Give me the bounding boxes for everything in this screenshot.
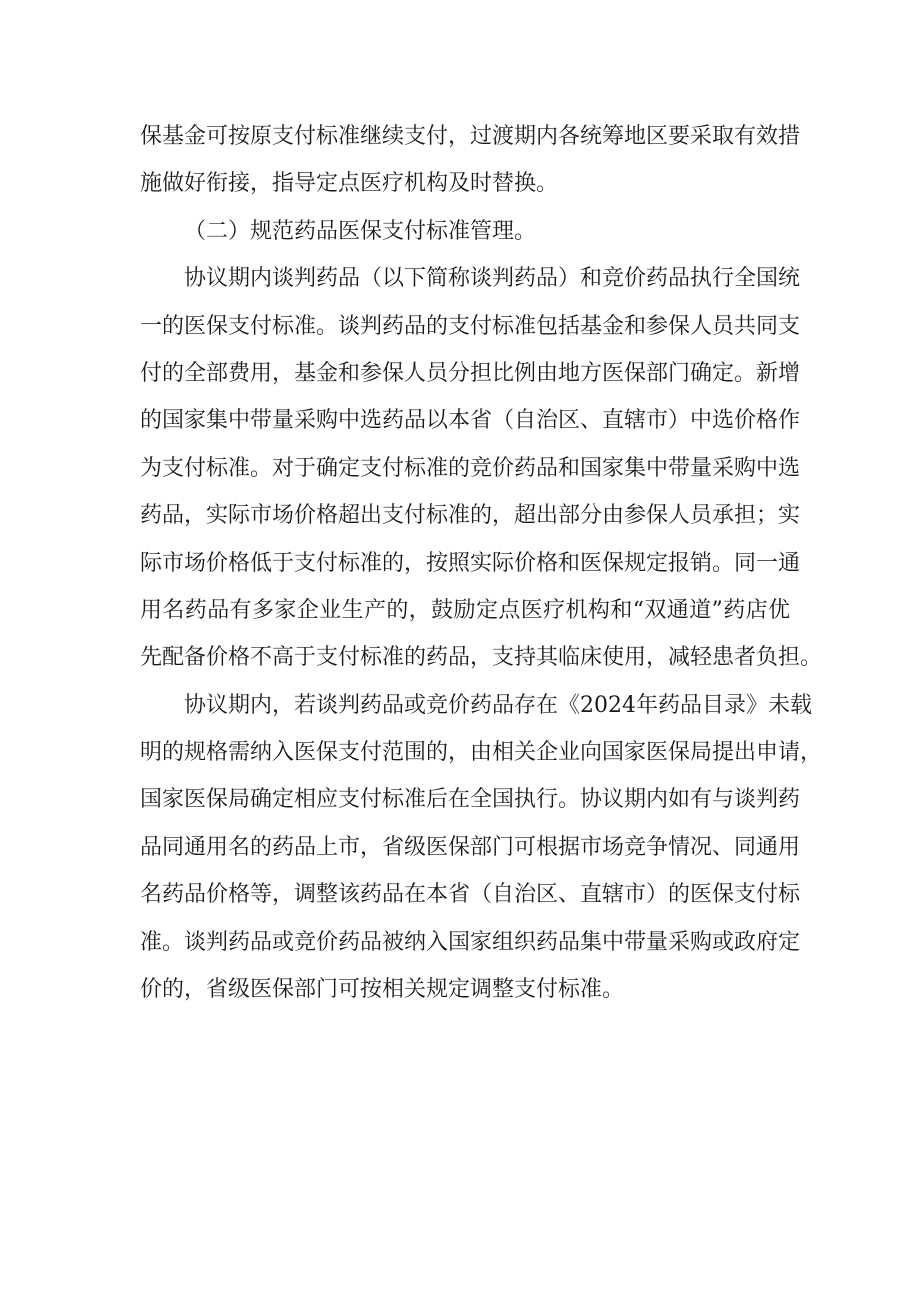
section-heading: （二）规范药品医保支付标准管理。 xyxy=(184,218,537,244)
paragraph-payment-standard xyxy=(140,255,823,682)
text-line: 的国家集中带量采购中选药品以本省（自治区、直辖市）中选价格作 xyxy=(140,408,801,434)
text-line: 国家医保局确定相应支付标准后在全国执行。协议期内如有与谈判药 xyxy=(140,787,801,813)
text-line: 协议期内谈判药品（以下简称谈判药品）和竞价药品执行全国统 xyxy=(184,266,801,292)
text-line: 价的，省级医保部门可按相关规定调整支付标准。 xyxy=(140,977,625,1003)
document-body xyxy=(140,113,823,1013)
text-line: 明的规格需纳入医保支付范围的，由相关企业向国家医保局提出申请， xyxy=(140,740,823,766)
text-line: 名药品价格等，调整该药品在本省（自治区、直辖市）的医保支付标 xyxy=(140,882,801,908)
text-line: 付的全部费用，基金和参保人员分担比例由地方医保部门确定。新增 xyxy=(140,360,801,386)
text-line: 先配备价格不高于支付标准的药品，支持其临床使用，减轻患者负担。 xyxy=(140,645,823,671)
text-line: 保基金可按原支付标准继续支付，过渡期内各统筹地区要采取有效措 xyxy=(140,124,801,149)
paragraph-specification-adjustment xyxy=(140,682,823,1014)
text-line: 用名药品有多家企业生产的，鼓励定点医疗机构和“双通道”药店优 xyxy=(140,597,790,623)
continuation-paragraph xyxy=(140,113,801,208)
text-line: 一的医保支付标准。谈判药品的支付标准包括基金和参保人员共同支 xyxy=(140,313,801,339)
text-line: 施做好衔接，指导定点医疗机构及时替换。 xyxy=(140,171,559,197)
text-line: 协议期内，若谈判药品或竞价药品存在《2024年药品目录》未载 xyxy=(184,692,812,718)
text-line: 际市场价格低于支付标准的，按照实际价格和医保规定报销。同一通 xyxy=(140,550,801,576)
text-line: 品同通用名的药品上市，省级医保部门可根据市场竞争情况、同通用 xyxy=(140,834,801,860)
text-line: 药品，实际市场价格超出支付标准的，超出部分由参保人员承担；实 xyxy=(140,503,801,529)
text-line: 为支付标准。对于确定支付标准的竞价药品和国家集中带量采购中选 xyxy=(140,455,801,481)
text-line: 准。谈判药品或竞价药品被纳入国家组织药品集中带量采购或政府定 xyxy=(140,929,801,955)
